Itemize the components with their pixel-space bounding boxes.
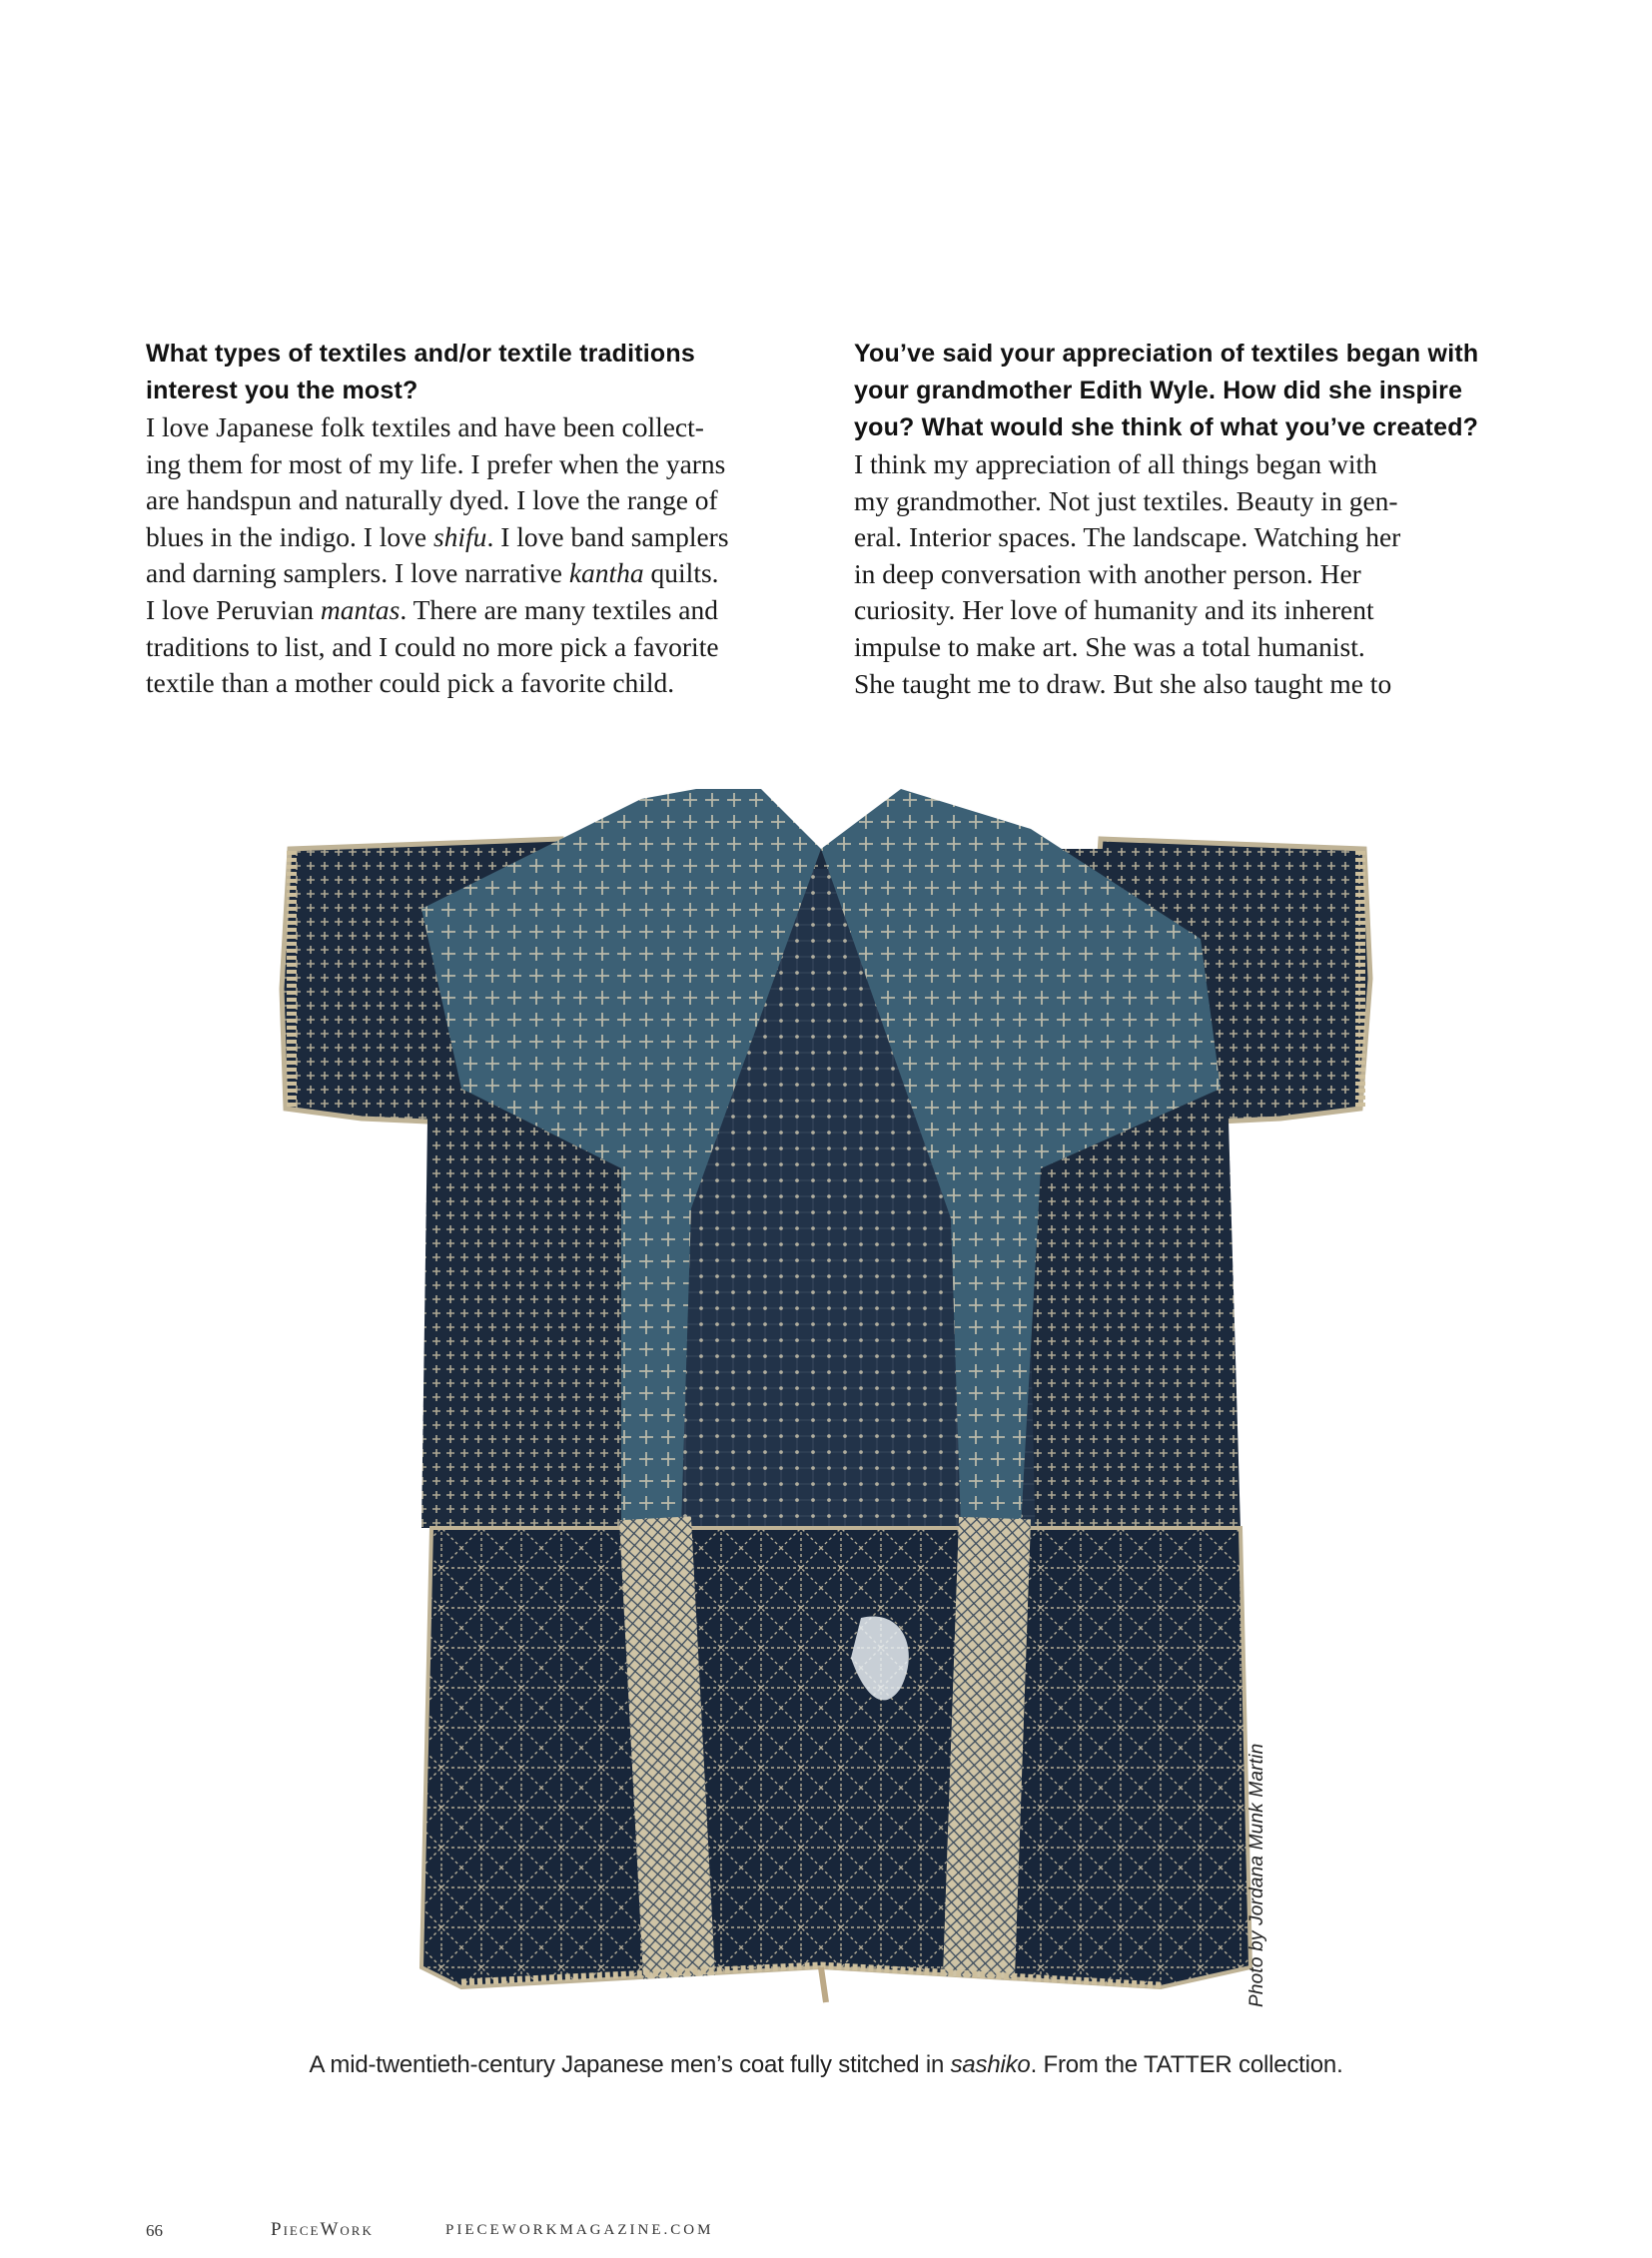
- left-answer-line: [146, 446, 805, 483]
- italic-term: kantha: [568, 557, 644, 589]
- right-answer: [854, 446, 1513, 702]
- answer-text: I think my appreciation of all things began with: [854, 448, 1377, 479]
- italic-term: shifu: [432, 520, 487, 552]
- photo-credit: Photo by Jordana Munk Martin: [1246, 1743, 1267, 2007]
- answer-text: impulse to make art. She was a total humanist.: [854, 630, 1365, 662]
- coat-photo: [262, 789, 1380, 2017]
- answer-text: blues in the indigo. I love: [146, 520, 433, 552]
- left-question-line: What types of textiles and/or textile traditions: [146, 340, 695, 368]
- italic-term: mantas: [320, 593, 401, 625]
- page-footer: [0, 2221, 1652, 2245]
- coat-body-lower: [421, 1528, 1250, 1987]
- right-column: [854, 336, 1513, 702]
- answer-text: my grandmother. Not just textiles. Beauty in gen-: [854, 484, 1398, 516]
- answer-text: are handspun and naturally dyed. I love the range of: [146, 484, 718, 516]
- answer-text: in deep conversation with another person. Her: [854, 557, 1361, 589]
- right-question-line: you? What would she think of what you’ve created?: [854, 413, 1479, 441]
- answer-text: I love Peruvian: [146, 593, 321, 625]
- answer-text: curiosity. Her love of humanity and its inherent: [854, 594, 1374, 626]
- answer-text: ing them for most of my life. I prefer when the yarns: [146, 447, 726, 479]
- figure-caption: [0, 2051, 1652, 2079]
- answer-text: . I love band samplers: [486, 520, 729, 552]
- left-answer-line: [146, 555, 805, 592]
- right-answer-line: [854, 556, 1513, 593]
- sashiko-coat-illustration: [262, 789, 1380, 2017]
- answer-text: She taught me to draw. But she also taught me to: [854, 667, 1392, 699]
- answer-text: and darning samplers. I love narrative: [146, 557, 569, 589]
- right-answer-line: [854, 592, 1513, 629]
- right-answer-line: [854, 629, 1513, 666]
- magazine-name: PieceWork: [271, 2219, 374, 2240]
- answer-text: textile than a mother could pick a favorite child.: [146, 667, 675, 699]
- left-answer-line: [146, 519, 805, 556]
- left-answer-line: [146, 629, 805, 666]
- right-question-line: your grandmother Edith Wyle. How did she inspire: [854, 376, 1463, 404]
- right-question-line: You’ve said your appreciation of textiles began with: [854, 340, 1479, 368]
- answer-text: traditions to list, and I could no more pick a favorite: [146, 630, 719, 662]
- left-answer-line: [146, 665, 805, 702]
- left-answer: [146, 409, 805, 702]
- answer-text: eral. Interior spaces. The landscape. Watching her: [854, 521, 1401, 553]
- answer-text: I love Japanese folk textiles and have been collect-: [146, 411, 704, 442]
- right-answer-line: [854, 483, 1513, 520]
- magazine-website: PIECEWORKMAGAZINE.COM: [445, 2222, 714, 2238]
- answer-text: quilts.: [643, 557, 719, 589]
- left-column: [146, 336, 805, 702]
- left-question-line: interest you the most?: [146, 376, 418, 404]
- left-question: [146, 336, 805, 409]
- right-question: [854, 336, 1513, 446]
- right-answer-line: [854, 666, 1513, 703]
- left-answer-line: [146, 592, 805, 629]
- right-answer-line: [854, 519, 1513, 556]
- left-answer-line: [146, 409, 805, 446]
- caption-text: A mid-twentieth-century Japanese men’s coat fully stitched in: [309, 2051, 951, 2078]
- right-answer-line: [854, 446, 1513, 483]
- page-number: 66: [146, 2221, 163, 2240]
- caption-text-end: . From the TATTER collection.: [1030, 2051, 1343, 2078]
- left-answer-line: [146, 482, 805, 519]
- caption-italic: sashiko: [950, 2051, 1031, 2078]
- answer-text: . There are many textiles and: [400, 593, 719, 625]
